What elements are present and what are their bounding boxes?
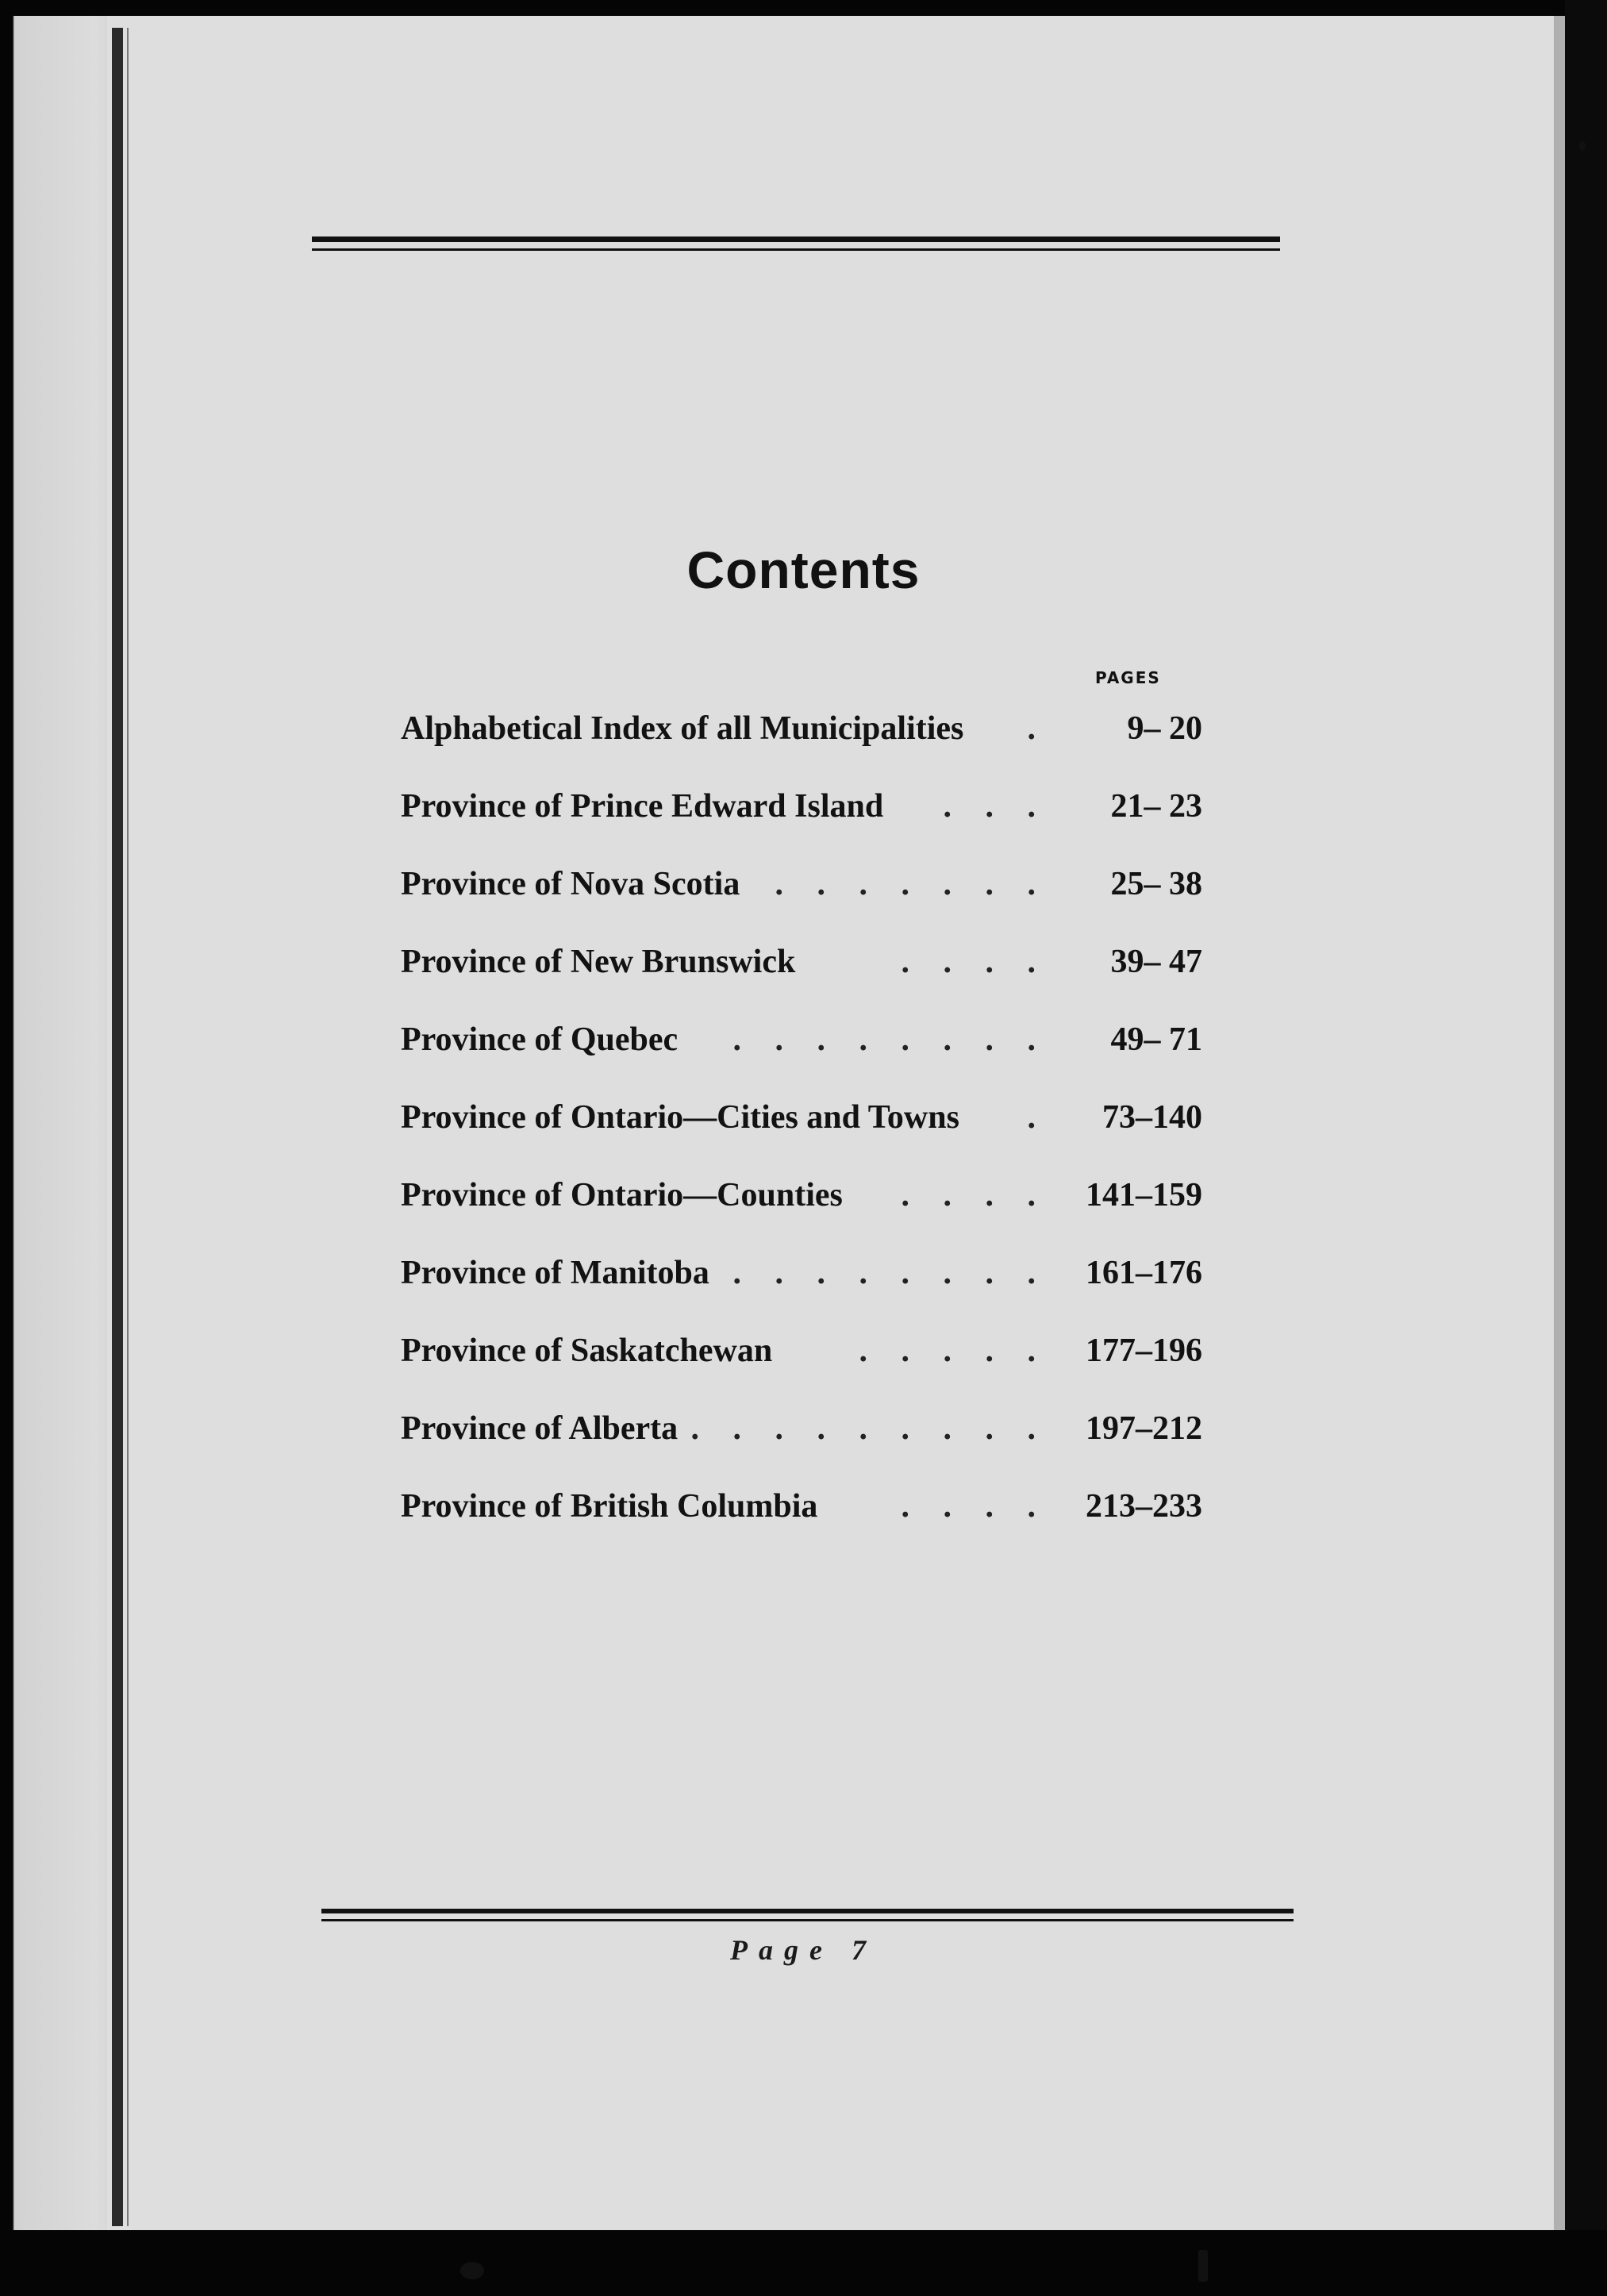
toc-leader-dots: . . . . . . . (775, 866, 1048, 902)
page-number-footer: Page 7 (730, 1934, 877, 1966)
toc-entry-label: Province of Alberta (401, 1410, 679, 1447)
toc-entry (401, 1021, 1202, 1068)
toc-entry-label: Province of Nova Scotia (401, 866, 740, 902)
scan-speck (1579, 141, 1586, 151)
toc-entry (401, 1332, 1202, 1379)
scan-speck (460, 2262, 484, 2279)
toc-entry-pages: 197–212 (1086, 1410, 1202, 1447)
bottom-rule-thick (321, 1909, 1294, 1913)
toc-entry (401, 787, 1202, 835)
toc-leader-dots: . . . . (901, 1488, 1048, 1525)
toc-leader-dots: . (1027, 1099, 1048, 1136)
scan-top-border (0, 0, 1607, 17)
scan-bottom-border (0, 2230, 1607, 2296)
toc-entry-pages: 177–196 (1086, 1333, 1202, 1369)
toc-leader-dots: . . . . . (859, 1333, 1048, 1369)
toc-entry-label: Province of Prince Edward Island (401, 788, 884, 825)
toc-entry-label: Alphabetical Index of all Municipalities (401, 710, 964, 747)
toc-leader-dots: . . . . . . . . (732, 1255, 1048, 1291)
toc-entry-label: Province of Saskatchewan (401, 1333, 773, 1369)
toc-entry-label: Province of Ontario—Counties (401, 1177, 843, 1213)
toc-entry-pages: 73–140 (1102, 1099, 1202, 1136)
toc-entry-pages: 161–176 (1086, 1255, 1202, 1291)
toc-entry-label: Province of New Brunswick (401, 944, 796, 980)
bottom-rule-thin (321, 1919, 1294, 1921)
toc-entry (401, 943, 1202, 990)
toc-entry-label: Province of Manitoba (401, 1255, 709, 1291)
pages-column-header: PAGES (1095, 668, 1161, 687)
page-right-edge (1554, 16, 1565, 2230)
toc-leader-dots: . . . . . . . . (732, 1021, 1048, 1058)
spine-binding-line (112, 28, 123, 2226)
toc-leader-dots: . . . (943, 788, 1048, 825)
toc-entry (401, 1254, 1202, 1302)
toc-leader-dots: . . . . . . . . . (690, 1410, 1048, 1447)
toc-entry (401, 710, 1202, 757)
toc-entry-pages: 141–159 (1086, 1177, 1202, 1213)
scan-speck (1198, 2250, 1208, 2282)
toc-entry (401, 865, 1202, 913)
toc-entry-label: Province of Ontario—Cities and Towns (401, 1099, 959, 1136)
toc-entry-label: Province of British Columbia (401, 1488, 818, 1525)
toc-entry-pages: 21– 23 (1110, 788, 1202, 825)
top-rule-thick (312, 237, 1280, 242)
toc-entry-pages: 9– 20 (1127, 710, 1202, 747)
toc-leader-dots: . . . . (901, 944, 1048, 980)
toc-entry (401, 1487, 1202, 1535)
toc-entry (401, 1176, 1202, 1224)
toc-entry-pages: 213–233 (1086, 1488, 1202, 1525)
toc-entry (401, 1410, 1202, 1457)
spine-binding-edge (127, 28, 129, 2226)
toc-entry-pages: 49– 71 (1110, 1021, 1202, 1058)
top-rule-thin (312, 248, 1280, 251)
toc-entry-pages: 25– 38 (1110, 866, 1202, 902)
page-title: Contents (686, 540, 921, 599)
toc-entry-pages: 39– 47 (1110, 944, 1202, 980)
toc-leader-dots: . . . . (901, 1177, 1048, 1213)
toc-entry (401, 1098, 1202, 1146)
toc-entry-label: Province of Quebec (401, 1021, 679, 1058)
toc-leader-dots: . (1027, 710, 1048, 747)
book-spine (0, 16, 107, 2230)
